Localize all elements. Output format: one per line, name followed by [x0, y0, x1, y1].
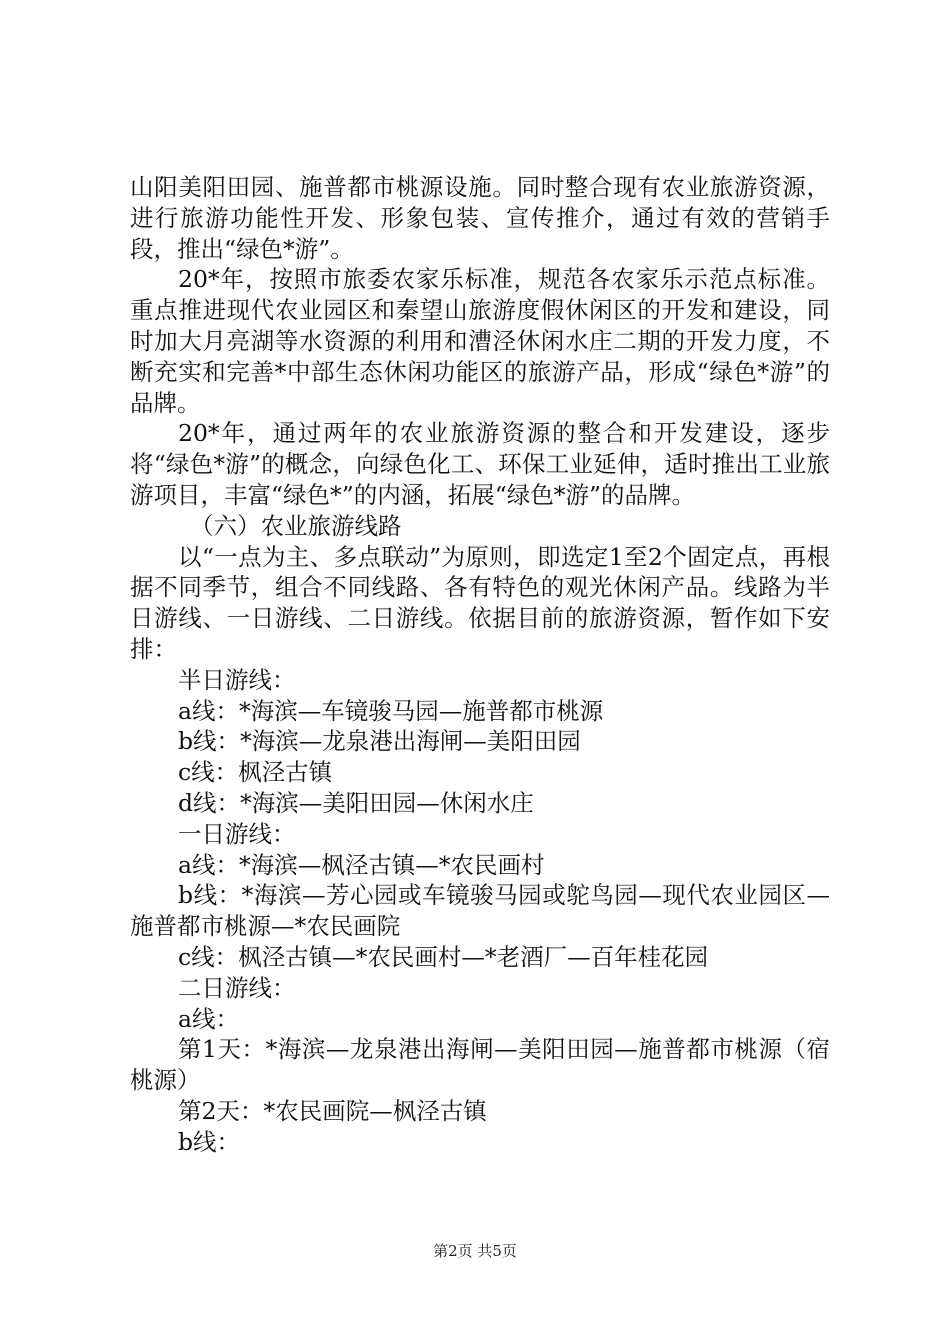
paragraph: 山阳美阳田园、施普都市桃源设施。同时整合现有农业旅游资源，进行旅游功能性开发、形象包装、宣传推介，通过有效的营销手段，推出“绿色*游”。	[130, 173, 830, 263]
list-item: a线：	[178, 1004, 240, 1033]
list-item: c线：枫泾古镇—*农民画村—*老酒厂—百年桂花园	[178, 942, 709, 971]
list-item: d线：*海滨—美阳田园—休闲水庄	[178, 788, 534, 817]
paragraph: 20*年，通过两年的农业旅游资源的整合和开发建设，逐步将“绿色*游”的概念，向绿色化工、环保工业延伸，适时推出工业旅游项目，丰富“绿色*”的内涵，拓展“绿色*游”的品牌。	[130, 419, 830, 509]
page-number-label: 第2页 共5页	[433, 1242, 517, 1260]
paragraph: 20*年，按照市旅委农家乐标准，规范各农家乐示范点标准。重点推进现代农业园区和秦望山旅游度假休闲区的开发和建设，同时加大月亮湖等水资源的利用和漕泾休闲水庄二期的开发力度，不断充实和完善*中部生态休闲功能区的旅游产品，形成“绿色*游”的品牌。	[130, 265, 830, 417]
list-heading: 半日游线：	[178, 665, 296, 694]
list-item: c线：枫泾古镇	[178, 758, 333, 787]
list-item: b线：*海滨—芳心园或车镜骏马园或鸵鸟园—现代农业园区—施普都市桃源—*农民画院	[130, 881, 830, 941]
list-item: 第1天：*海滨—龙泉港出海闸—美阳田园—施普都市桃源（宿桃源）	[130, 1035, 830, 1095]
list-item: b线：	[178, 1127, 241, 1156]
document-body	[130, 172, 830, 1158]
list-item: 第2天：*农民画院—枫泾古镇	[178, 1096, 487, 1125]
list-heading: 一日游线：	[178, 819, 296, 848]
page-footer	[0, 1241, 950, 1261]
paragraph: 以“一点为主、多点联动”为原则，即选定1至2个固定点，再根据不同季节，组合不同线路、各有特色的观光休闲产品。线路为半日游线、一日游线、二日游线。依据目前的旅游资源，暂作如下安排：	[130, 542, 830, 663]
list-item: a线：*海滨—枫泾古镇—*农民画村	[178, 850, 545, 879]
section-heading: （六）农业旅游线路	[190, 511, 402, 540]
list-item: b线：*海滨—龙泉港出海闸—美阳田园	[178, 727, 581, 756]
list-heading: 二日游线：	[178, 973, 296, 1002]
list-item: a线：*海滨—车镜骏马园—施普都市桃源	[178, 696, 604, 725]
